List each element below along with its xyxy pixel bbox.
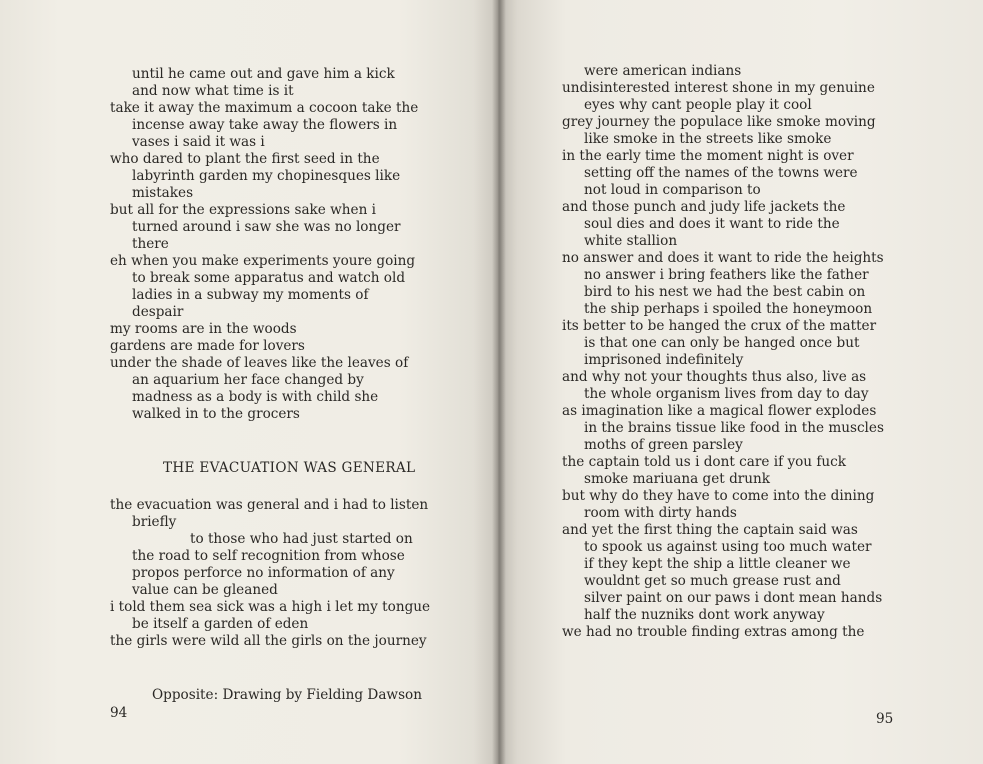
poem-line: to spook us against using too much water bbox=[584, 539, 872, 555]
poem-line: silver paint on our paws i dont mean hands bbox=[584, 590, 883, 606]
poem-line: incense away take away the flowers in bbox=[132, 117, 398, 133]
poem-line: and now what time is it bbox=[132, 83, 294, 99]
poem-line: white stallion bbox=[584, 233, 678, 249]
poem-line: setting off the names of the towns were bbox=[584, 165, 858, 181]
poem-line: if they kept the ship a little cleaner we bbox=[584, 556, 851, 572]
poem-line: we had no trouble finding extras among the bbox=[562, 624, 865, 640]
poem-line: and yet the first thing the captain said was bbox=[562, 522, 858, 538]
poem-line: the girls were wild all the girls on the journey bbox=[110, 633, 427, 649]
figure-caption: Opposite: Drawing by Fielding Dawson bbox=[152, 687, 422, 703]
poem-line: in the early time the moment night is over bbox=[562, 148, 854, 164]
poem-line: grey journey the populace like smoke moving bbox=[562, 114, 876, 130]
poem-line: to those who had just started on bbox=[190, 531, 413, 547]
page-number-right: 95 bbox=[876, 711, 894, 727]
poem-line: half the nuzniks dont work anyway bbox=[584, 607, 825, 623]
poem-line: ladies in a subway my moments of bbox=[132, 287, 369, 303]
poem-line: until he came out and gave him a kick bbox=[132, 66, 395, 82]
poem-line: its better to be hanged the crux of the matter bbox=[562, 318, 877, 334]
poem-line: the road to self recognition from whose bbox=[132, 548, 405, 564]
poem-line: is that one can only be hanged once but bbox=[584, 335, 860, 351]
section-title: THE EVACUATION WAS GENERAL bbox=[163, 460, 416, 476]
poem-line: to break some apparatus and watch old bbox=[132, 270, 406, 286]
poem-line: moths of green parsley bbox=[584, 437, 743, 453]
poem-line: vases i said it was i bbox=[132, 134, 265, 150]
poem-line: propos perforce no information of any bbox=[132, 565, 395, 581]
poem-line: no answer and does it want to ride the heights bbox=[562, 250, 884, 266]
poem-line: not loud in comparison to bbox=[584, 182, 761, 198]
poem-line: eyes why cant people play it cool bbox=[584, 97, 812, 113]
poem-line: be itself a garden of eden bbox=[132, 616, 309, 632]
book-gutter bbox=[492, 0, 506, 764]
poem-line: but why do they have to come into the dining bbox=[562, 488, 875, 504]
poem-line: the ship perhaps i spoiled the honeymoon bbox=[584, 301, 873, 317]
poem-line: and those punch and judy life jackets the bbox=[562, 199, 846, 215]
poem-line: were american indians bbox=[584, 63, 742, 79]
poem-line: in the brains tissue like food in the muscles bbox=[584, 420, 884, 436]
poem-line: mistakes bbox=[132, 185, 194, 201]
left-poem-text-continued bbox=[110, 497, 455, 650]
left-poem-text bbox=[110, 66, 450, 423]
poem-line: smoke mariuana get drunk bbox=[584, 471, 771, 487]
poem-line: madness as a body is with child she bbox=[132, 389, 379, 405]
right-page bbox=[498, 0, 983, 764]
poem-line: value can be gleaned bbox=[132, 582, 278, 598]
poem-line: imprisoned indefinitely bbox=[584, 352, 744, 368]
poem-line: but all for the expressions sake when i bbox=[110, 202, 377, 218]
poem-line: like smoke in the streets like smoke bbox=[584, 131, 832, 147]
poem-line: take it away the maximum a cocoon take the bbox=[110, 100, 419, 116]
poem-line: labyrinth garden my chopinesques like bbox=[132, 168, 401, 184]
poem-line: my rooms are in the woods bbox=[110, 321, 297, 337]
poem-line: turned around i saw she was no longer bbox=[132, 219, 401, 235]
poem-line: the evacuation was general and i had to listen bbox=[110, 497, 429, 513]
poem-line: walked in to the grocers bbox=[132, 406, 300, 422]
poem-line: the captain told us i dont care if you fuck bbox=[562, 454, 847, 470]
poem-line: who dared to plant the first seed in the bbox=[110, 151, 380, 167]
poem-line: eh when you make experiments youre going bbox=[110, 253, 416, 269]
right-poem-text bbox=[562, 63, 962, 641]
poem-line: bird to his nest we had the best cabin on bbox=[584, 284, 866, 300]
poem-line: an aquarium her face changed by bbox=[132, 372, 364, 388]
poem-line: gardens are made for lovers bbox=[110, 338, 305, 354]
poem-line: no answer i bring feathers like the father bbox=[584, 267, 869, 283]
poem-line: as imagination like a magical flower explodes bbox=[562, 403, 877, 419]
poem-line: soul dies and does it want to ride the bbox=[584, 216, 840, 232]
poem-line: i told them sea sick was a high i let my tongue bbox=[110, 599, 431, 615]
poem-line: and why not your thoughts thus also, live as bbox=[562, 369, 867, 385]
poem-line: despair bbox=[132, 304, 184, 320]
poem-line: the whole organism lives from day to day bbox=[584, 386, 869, 402]
poem-line: under the shade of leaves like the leaves of bbox=[110, 355, 409, 371]
poem-line: room with dirty hands bbox=[584, 505, 737, 521]
poem-line: briefly bbox=[132, 514, 177, 530]
poem-line: there bbox=[132, 236, 169, 252]
poem-line: undisinterested interest shone in my genuine bbox=[562, 80, 875, 96]
page-number-left: 94 bbox=[110, 705, 128, 721]
poem-line: wouldnt get so much grease rust and bbox=[584, 573, 841, 589]
